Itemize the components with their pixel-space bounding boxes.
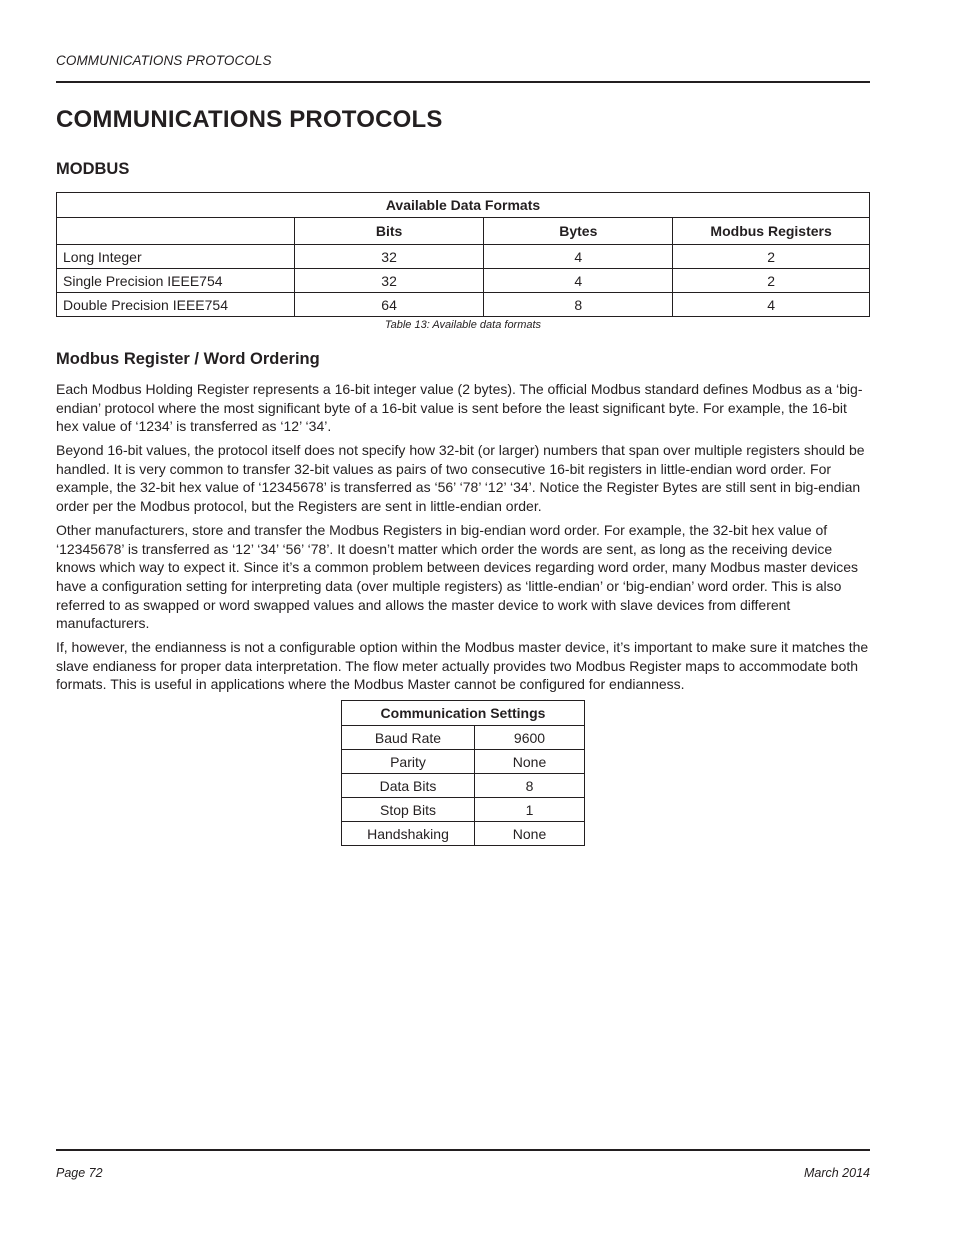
table-cell: Double Precision IEEE754 — [57, 293, 295, 317]
setting-value: None — [475, 822, 585, 846]
document-page — [56, 0, 870, 1235]
column-header: Bits — [294, 218, 484, 245]
setting-label: Baud Rate — [342, 726, 475, 750]
table-cell: 4 — [484, 245, 673, 269]
table-header-row — [57, 218, 870, 245]
column-header: Modbus Registers — [673, 218, 870, 245]
paragraph: If, however, the endianness is not a configurable option within the Modbus master device, it’s important to make sure it matches the slave endianess for proper data interpretation. The flow meter actually provides two Modbus Register maps to accommodate both formats. This is useful in applications where the Modbus Master cannot be configured for endianness. — [56, 639, 869, 693]
table-row — [57, 293, 870, 317]
table-label: Table 13: Available data formats — [384, 319, 542, 331]
table-caption-row — [57, 193, 870, 218]
setting-value: 1 — [475, 798, 585, 822]
table-row — [342, 726, 585, 750]
table-row — [342, 822, 585, 846]
setting-label: Data Bits — [342, 774, 475, 798]
table-cell: 32 — [294, 269, 484, 293]
settings-table-title: Communication Settings — [342, 701, 585, 726]
setting-value: 8 — [475, 774, 585, 798]
publication-date: March 2014 — [803, 1166, 870, 1180]
table-cell: 32 — [294, 245, 484, 269]
table-cell: 4 — [484, 269, 673, 293]
table-row — [57, 245, 870, 269]
column-header — [57, 218, 295, 245]
section-title: MODBUS — [56, 160, 130, 178]
body-text — [56, 380, 870, 700]
table-header-row — [342, 701, 585, 726]
setting-label: Parity — [342, 750, 475, 774]
table-caption: Available Data Formats — [57, 193, 870, 218]
table-cell: 2 — [673, 269, 870, 293]
setting-label: Stop Bits — [342, 798, 475, 822]
page-number: Page 72 — [56, 1166, 103, 1180]
paragraph: Each Modbus Holding Register represents a 16-bit integer value (2 bytes). The official Modbus standard defines Modbus as a ‘big-endian’ protocol where the most significant byte of a 16-bit value is sent before the least significant byte. For example, the 16-bit hex value of ‘1234’ is transferred as ‘12’ ‘34’. — [56, 381, 863, 435]
table-row — [342, 798, 585, 822]
running-header: COMMUNICATIONS PROTOCOLS — [56, 53, 272, 68]
setting-value: 9600 — [475, 726, 585, 750]
table-row — [57, 269, 870, 293]
subsection-title: Modbus Register / Word Ordering — [56, 350, 320, 368]
table-cell: 4 — [673, 293, 870, 317]
table-cell: 64 — [294, 293, 484, 317]
table-cell: 2 — [673, 245, 870, 269]
table-cell: Long Integer — [57, 245, 295, 269]
setting-label: Handshaking — [342, 822, 475, 846]
table-row — [342, 774, 585, 798]
page-title: COMMUNICATIONS PROTOCOLS — [56, 106, 443, 133]
setting-value: None — [475, 750, 585, 774]
footer-rule — [56, 1149, 870, 1151]
paragraph: Beyond 16-bit values, the protocol itself does not specify how 32-bit (or larger) numbers that span over multiple registers should be handled. It is very common to transfer 32-bit values as pairs of two consecutive 16-bit registers in little-endian word order. For example, the 32-bit hex value of ‘12345678’ is transferred as ‘56’ ‘78’ ‘12’ ‘34’. Notice the Register Bytes are still sent in big-endian order per the Modbus protocol, but the Registers are sent in little-endian order. — [56, 442, 865, 515]
column-header: Bytes — [484, 218, 673, 245]
data-formats-table — [56, 192, 870, 317]
paragraph: Other manufacturers, store and transfer the Modbus Registers in big-endian word order. For example, the 32-bit hex value of ‘12345678’ is transferred as ‘12’ ‘34’ ‘56’ ‘78’. It doesn’t matter which order the words are sent, as long as the receiving device knows which way to expect it. Since it’s a common problem between devices regarding word order, many Modbus master devices have a configuration setting for interpreting data (over multiple registers) as ‘little-endian’ or ‘big-endian’ word order. This is also referred to as swapped or word swapped values and allows the master device to work with slave devices from different manufacturers. — [56, 522, 859, 632]
header-rule — [56, 81, 870, 83]
communication-settings-table — [341, 700, 585, 846]
table-row — [342, 750, 585, 774]
table-cell: Single Precision IEEE754 — [57, 269, 295, 293]
table-cell: 8 — [484, 293, 673, 317]
